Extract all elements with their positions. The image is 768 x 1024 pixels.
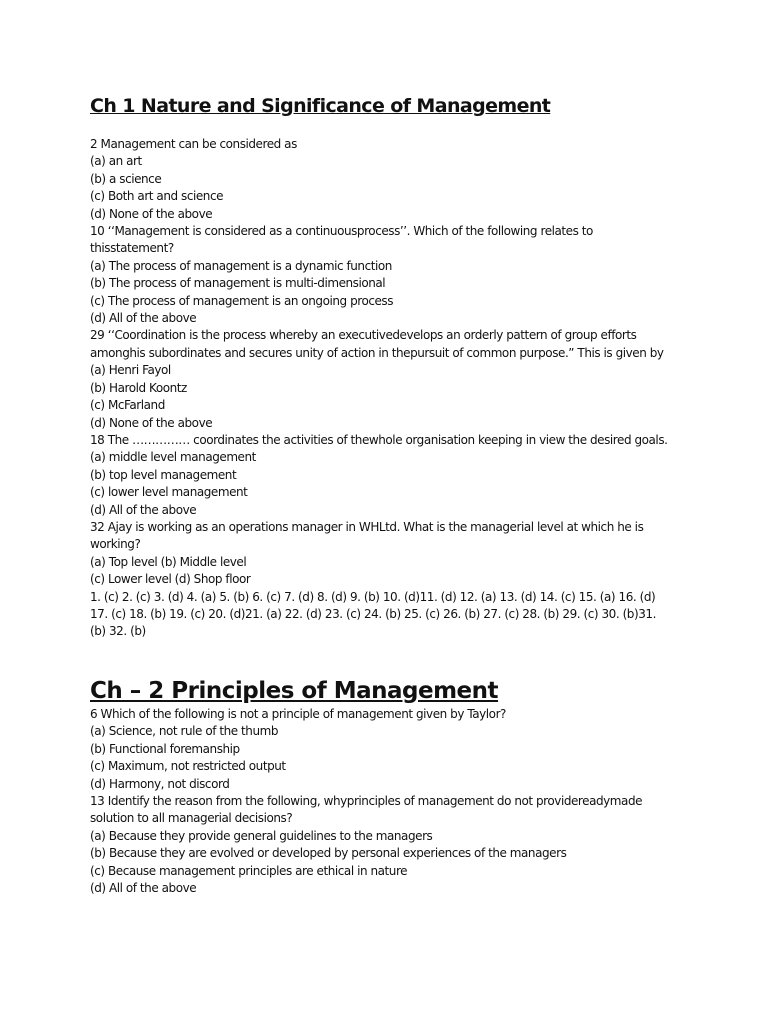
option-c: (c) The process of management is an ongoing process [90,293,394,308]
option-d: (d) None of the above [90,415,213,430]
option-a: (a) Science, not rule of the thumb [90,724,279,739]
chapter-2-content [90,706,672,897]
option-b: (b) Functional foremanship [90,741,240,756]
option-a: (a) Henri Fayol [90,363,171,378]
option-d: (d) All of the above [90,881,197,896]
option-c: (c) Both art and science [90,189,224,204]
option-d: (d) All of the above [90,311,197,326]
chapter-1-content [90,136,672,641]
option-d: (d) All of the above [90,502,197,517]
option-c: (c) Because management principles are ethical in nature [90,863,408,878]
question-32: 32 Ajay is working as an operations manager in WHLtd. What is the managerial level at which he is working? [90,519,644,552]
option-b: (b) a science [90,171,162,186]
option-a: (a) Because they provide general guidelines to the managers [90,828,433,843]
chapter-1-heading: Ch 1 Nature and Significance of Management [90,95,551,117]
question-13: 13 Identify the reason from the following, whyprinciples of management do not providereadymade solution to all managerial decisions? [90,794,643,826]
option-b: (b) Harold Koontz [90,380,187,395]
option-d: (d) None of the above [90,206,213,221]
option-b: (b) The process of management is multi-dimensional [90,276,386,291]
options-cd: (c) Lower level (d) Shop floor [90,572,251,587]
question-2: 2 Management can be considered as [90,137,297,151]
option-a: (a) an art [90,154,142,169]
question-18: 18 The …………… coordinates the activities of thewhole organisation keeping in view the desired goals. [90,432,668,447]
option-b: (b) top level management [90,467,237,482]
options-ab: (a) Top level (b) Middle level [90,554,247,569]
question-29: 29 ‘‘Coordination is the process whereby an executivedevelops an orderly pattern of group efforts amonghis subordinates and secures unity of action in thepursuit of common purpose.” This is given by [90,328,664,360]
question-10: 10 ‘‘Management is considered as a continuousprocess’’. Which of the following relates to thisstatement? [90,224,593,256]
option-a: (a) middle level management [90,450,256,465]
option-a: (a) The process of management is a dynamic function [90,258,392,273]
option-c: (c) Maximum, not restricted output [90,759,286,774]
option-b: (b) Because they are evolved or developed by personal experiences of the managers [90,846,567,861]
option-d: (d) Harmony, not discord [90,776,230,791]
question-6: 6 Which of the following is not a principle of management given by Taylor? [90,707,506,721]
answer-key: 1. (c) 2. (c) 3. (d) 4. (a) 5. (b) 6. (c) 7. (d) 8. (d) 9. (b) 10. (d)11. (d) 12. (a) 13. (d) 14. (c) 15. (a) 16. (d) 17. (c) 18. (b) 19. (c) 20. (d)21. (a) 22. (d) 23. (c) 24. (b) 25. (c) 26. (b) 27. (c) 28. (b) 29. (c) 30. (b)31. (b) 32. (b) [90,589,656,639]
option-c: (c) lower level management [90,485,248,500]
chapter-2-heading: Ch – 2 Principles of Management [90,678,499,704]
option-c: (c) McFarland [90,398,165,413]
